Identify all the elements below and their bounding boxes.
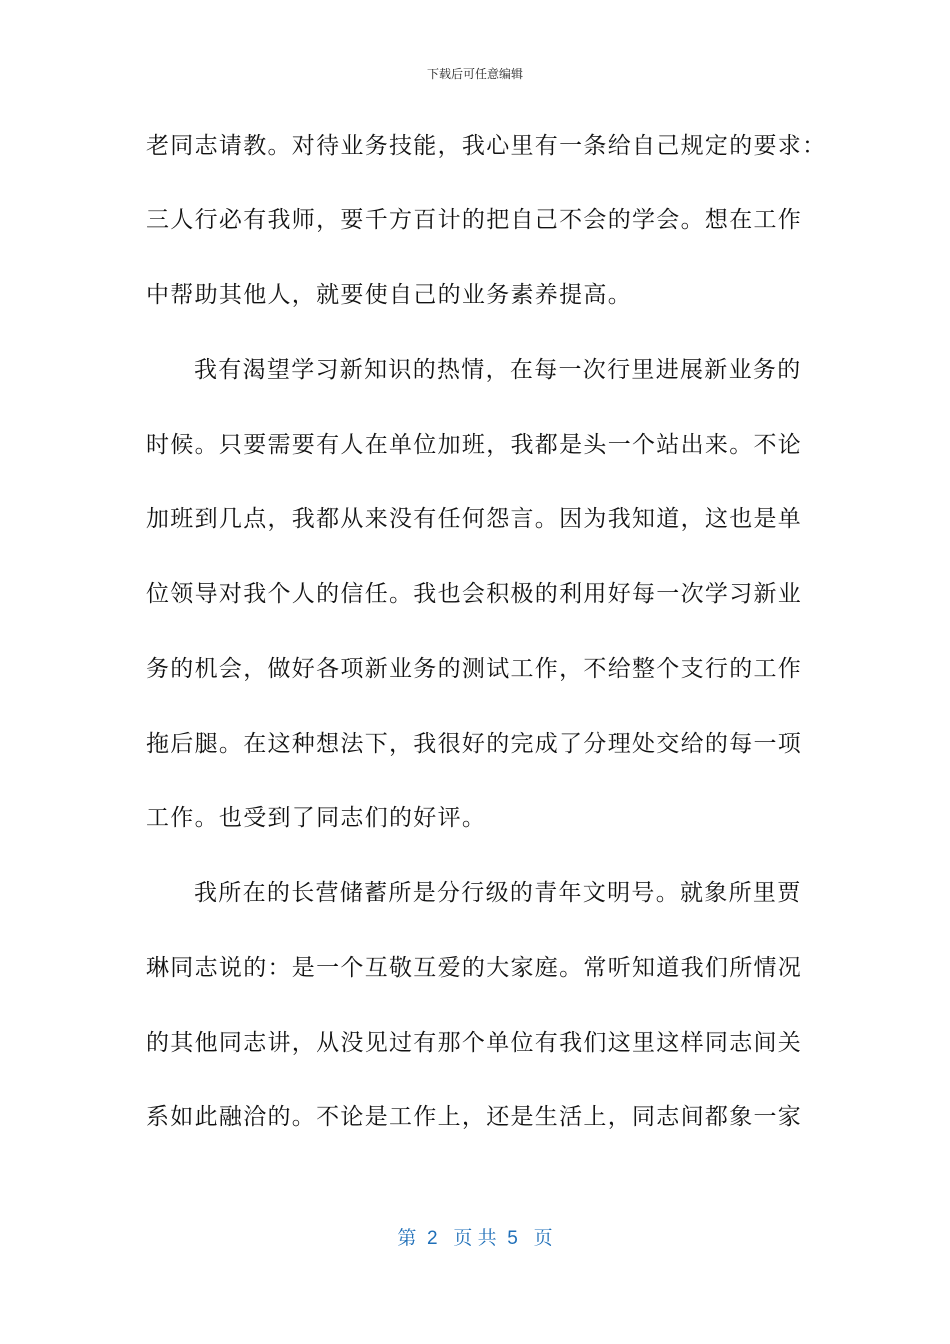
text-line: 加班到几点，我都从来没有任何怨言。因为我知道，这也是单 (146, 506, 803, 532)
text-line: 拖后腿。在这种想法下，我很好的完成了分理处交给的每一项 (146, 731, 803, 757)
paragraph-start-line: 我所在的长营储蓄所是分行级的青年文明号。就象所里贾 (194, 880, 802, 906)
text-line: 老同志请教。对待业务技能，我心里有一条给自己规定的要求： (146, 133, 827, 159)
text-line: 位领导对我个人的信任。我也会积极的利用好每一次学习新业 (146, 581, 803, 607)
text-line: 务的机会，做好各项新业务的测试工作，不给整个支行的工作 (146, 656, 803, 682)
text-line: 时候。只要需要有人在单位加班，我都是头一个站出来。不论 (146, 432, 803, 458)
text-line: 三人行必有我师，要千方百计的把自己不会的学会。想在工作 (146, 207, 803, 233)
text-line: 系如此融洽的。不论是工作上，还是生活上，同志间都象一家 (146, 1104, 803, 1130)
paragraph-start-line: 我有渴望学习新知识的热情，在每一次行里进展新业务的 (194, 357, 802, 383)
text-line: 中帮助其他人，就要使自己的业务素养提高。 (146, 282, 632, 308)
page-header: 下载后可任意编辑 (426, 67, 523, 81)
text-line: 工作。也受到了同志们的好评。 (146, 805, 487, 831)
text-line: 琳同志说的：是一个互敬互爱的大家庭。常听知道我们所情况 (146, 955, 803, 981)
page-number-footer: 第 2 页 共 5 页 (397, 1228, 553, 1249)
text-line: 的其他同志讲，从没见过有那个单位有我们这里这样同志间关 (146, 1030, 803, 1056)
